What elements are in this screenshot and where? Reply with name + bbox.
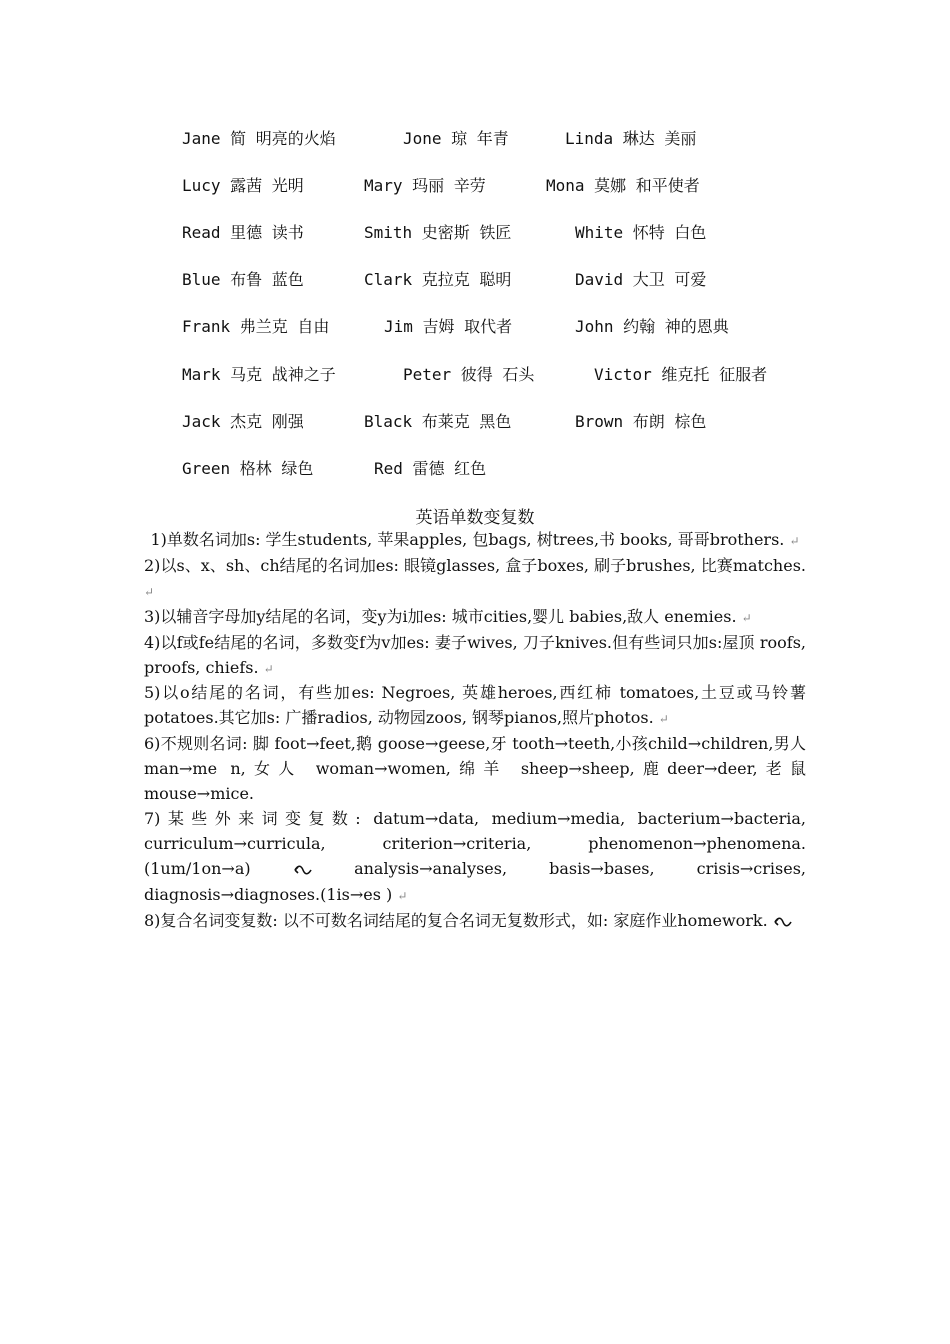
name-entry: Mary 玛丽 辛劳 — [364, 176, 486, 195]
hook-arrow-icon — [293, 862, 354, 878]
name-entry: Red 雷德 红色 — [374, 459, 487, 478]
paragraph-mark-icon: ↵ — [263, 661, 274, 676]
name-entry: Jone 琼 年青 — [403, 129, 509, 148]
name-entry: Mona 莫娜 和平使者 — [546, 176, 700, 195]
rule-paragraph — [144, 909, 806, 935]
hook-arrow-icon — [773, 914, 793, 930]
name-entry: David 大卫 可爱 — [575, 270, 707, 289]
rule-text: 7)某些外来词变复数: datum→data, medium→media, bacterium→bacteria, curriculum→curricula, criterion→criteria, phenomenon→phenomena.(1um/1on→a) — [144, 808, 806, 878]
rule-paragraph — [144, 554, 806, 605]
paragraph-mark-icon: ↵ — [658, 712, 669, 727]
paragraph-mark-icon: ↵ — [144, 584, 155, 599]
name-entry: Clark 克拉克 聪明 — [364, 270, 512, 289]
name-entry: Jane 简 明亮的火焰 — [182, 129, 336, 148]
rule-text: 8)复合名词变复数: 以不可数名词结尾的复合名词无复数形式，如: 家庭作业homework. — [144, 910, 768, 930]
name-entry: White 怀特 白色 — [575, 223, 707, 242]
rule-text: 4)以f或fe结尾的名词，多数变f为v加es: 妻子wives, 刀子knives.但有些词只加s:屋顶 roofs, proofs, chiefs. — [144, 632, 806, 677]
name-entry: Jim 吉姆 取代者 — [384, 317, 513, 336]
name-entry: Peter 彼得 石头 — [403, 365, 535, 384]
section-title: 英语单数变复数 — [415, 508, 535, 528]
rule-paragraph — [144, 605, 806, 631]
name-entry: Jack 杰克 刚强 — [182, 412, 304, 431]
rule-text: 5)以o结尾的名词，有些加es: Negroes, 英雄heroes,西红柿 tomatoes,土豆或马铃薯 potatoes.其它加s: 广播radios, 动物园zoos, 钢琴pianos,照片photos. — [144, 683, 806, 728]
name-entry: John 约翰 神的恩典 — [575, 317, 729, 336]
name-entry: Read 里德 读书 — [182, 223, 304, 242]
name-entry: Blue 布鲁 蓝色 — [182, 270, 304, 289]
name-entry: Victor 维克托 征服者 — [594, 365, 768, 384]
name-entry: Green 格林 绿色 — [182, 459, 314, 478]
rule-text: 6)不规则名词: 脚 foot→feet,鹅 goose→geese,牙 tooth→teeth,小孩child→children,男人 man→me n,女人 woman→women,绵羊 sheep→sheep,鹿deer→deer,老鼠 mouse→mice. — [144, 734, 806, 804]
name-entry: Mark 马克 战神之子 — [182, 365, 336, 384]
name-entry: Frank 弗兰克 自由 — [182, 317, 330, 336]
name-entry: Black 布莱克 黑色 — [364, 412, 512, 431]
name-entry: Lucy 露茜 光明 — [182, 176, 304, 195]
rule-text: analysis→analyses, basis→bases, crisis→crises, diagnosis→diagnoses.(1is→es ) — [144, 858, 807, 904]
paragraph-mark-icon: ↵ — [397, 888, 408, 903]
name-entry: Smith 史密斯 铁匠 — [364, 223, 512, 242]
rule-paragraph — [144, 528, 806, 554]
rule-text: 3)以辅音字母加y结尾的名词，变y为i加es: 城市cities,婴儿 babies,敌人 enemies. — [144, 606, 737, 626]
rule-paragraph — [144, 681, 806, 732]
name-entry: Brown 布朗 棕色 — [575, 412, 707, 431]
paragraph-mark-icon: ↵ — [789, 534, 800, 548]
rule-text: 1)单数名词加s: 学生students, 苹果apples, 包bags, 树trees,书 books, 哥哥brothers. — [150, 530, 785, 549]
rule-paragraph — [144, 631, 806, 682]
rule-text: 2)以s、x、sh、ch结尾的名词加es: 眼镜glasses, 盒子boxes, 刷子brushes, 比赛matches. — [144, 555, 806, 575]
rule-paragraph — [144, 807, 806, 909]
name-entry: Linda 琳达 美丽 — [565, 129, 697, 148]
plural-rules — [144, 528, 806, 935]
rule-paragraph — [144, 732, 806, 807]
paragraph-mark-icon: ↵ — [741, 610, 752, 625]
